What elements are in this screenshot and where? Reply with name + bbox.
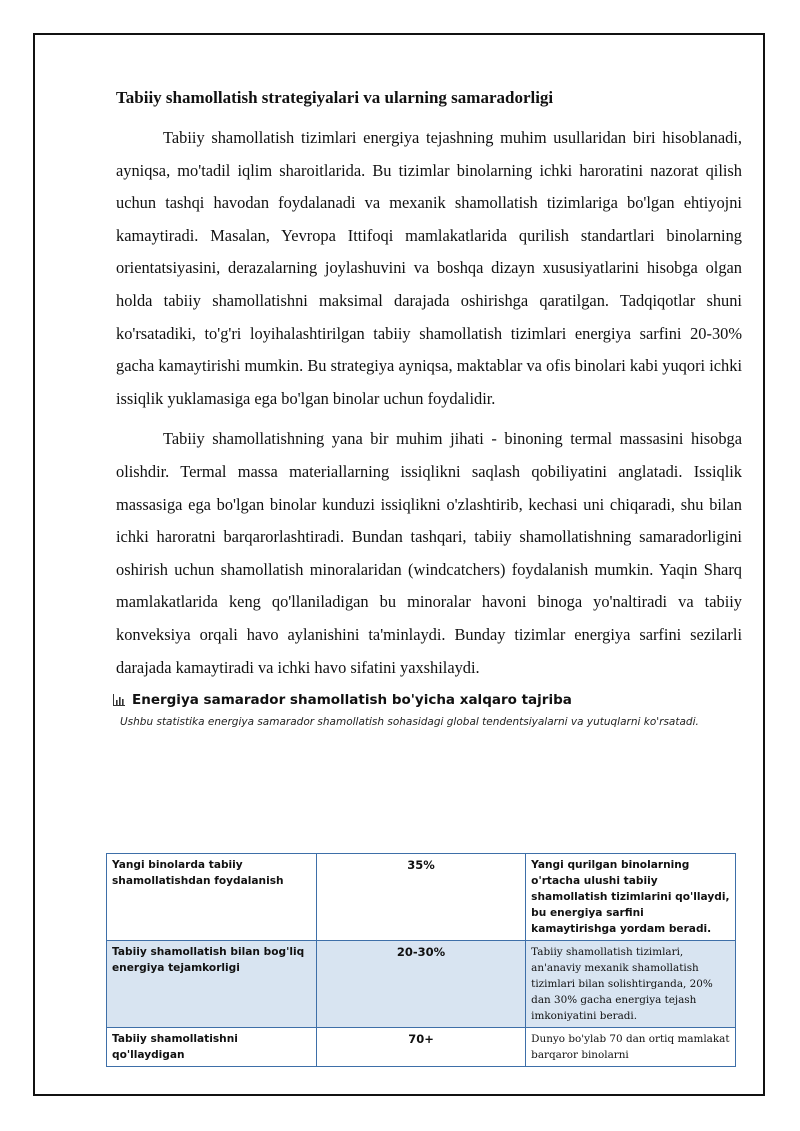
row-value: 20-30% (316, 941, 525, 1028)
paragraph-2: Tabiiy shamollatishning yana bir muhim jihati - binoning termal massasini hisobga olishdir. Termal massa materiallarning issiqlikni saqlash qobiliyatini anglatadi. Issiqlik massasiga ega bo'lgan binolar kunduzi issiqlikni o'zlashtirib, kechasi uni chiqaradi, shu bilan ichki haroratni barqarorlashtiradi. Bundan tashqari, tabiiy shamollatishning samaradorligini oshirish uchun shamollatish minoralaridan (windcatchers) foydalanish mumkin. Yaqin Sharq mamlakatlarida keng qo'llaniladigan bu minoralar havoni binoga yo'naltiradi va tabiiy konveksiya orqali havo aylanishini ta'minlaydi. Bunday tizimlar energiya sarfini sezilarli darajada kamaytiradi va ichki havo sifatini yaxshilaydi. (116, 429, 742, 677)
row-label: Tabiiy shamollatish bilan bog'liq energiya tejamkorligi (107, 941, 317, 1028)
row-label: Yangi binolarda tabiiy shamollatishdan foydalanish (107, 854, 317, 941)
section-heading: Tabiiy shamollatish strategiyalari va ularning samaradorligi (116, 88, 554, 107)
row-description: Dunyo bo'ylab 70 dan ortiq mamlakat barqaror binolarni (526, 1028, 736, 1067)
row-description: Yangi qurilgan binolarning o'rtacha ulushi tabiiy shamollatish tizimlarini qo'llaydi, bu energiya sarfini kamaytirishga yordam beradi. (526, 854, 736, 941)
row-value: 70+ (316, 1028, 525, 1067)
stats-table (106, 853, 736, 1067)
stats-subtitle: Ushbu statistika energiya samarador shamollatish sohasidagi global tendentsiyalarni va yutuqlarni ko'rsatadi. (120, 716, 699, 729)
stats-title-text: Energiya samarador shamollatish bo'yicha xalqaro tajriba (132, 692, 572, 709)
row-description: Tabiiy shamollatish tizimlari, an'anaviy mexanik shamollatish tizimlari bilan solishtirganda, 20% dan 30% gacha energiya tejash imkoniyatini beradi. (526, 941, 736, 1028)
paragraph-1: Tabiiy shamollatish tizimlari energiya tejashning muhim usullaridan biri hisoblanadi, ayniqsa, mo'tadil iqlim sharoitlarida. Bu tizimlar binolarning ichki haroratini nazorat qilish uchun tashqi havodan foydalanadi va mexanik shamollatish tizimlariga bo'lgan ehtiyojni kamaytiradi. Masalan, Yevropa Ittifoqi mamlakatlarida qurilish standartlari binolarning orientatsiyasini, derazalarning joylashuvini va boshqa dizayn xususiyatlarini hisobga olgan holda tabiiy shamollatishni maksimal darajada oshirishga qaratilgan. Tadqiqotlar shuni ko'rsatadiki, to'g'ri loyihalashtirilgan tabiiy shamollatish tizimlari energiya sarfini 20-30% gacha kamaytirishi mumkin. Bu strategiya ayniqsa, maktablar va ofis binolari kabi yuqori ichki issiqlik yuklamasiga ega bo'lgan binolar uchun foydalidir. (116, 128, 742, 408)
table-row (107, 1028, 736, 1067)
row-label: Tabiiy shamollatishni qo'llaydigan (107, 1028, 317, 1067)
row-value: 35% (316, 854, 525, 941)
table-row (107, 854, 736, 941)
table-row (107, 941, 736, 1028)
